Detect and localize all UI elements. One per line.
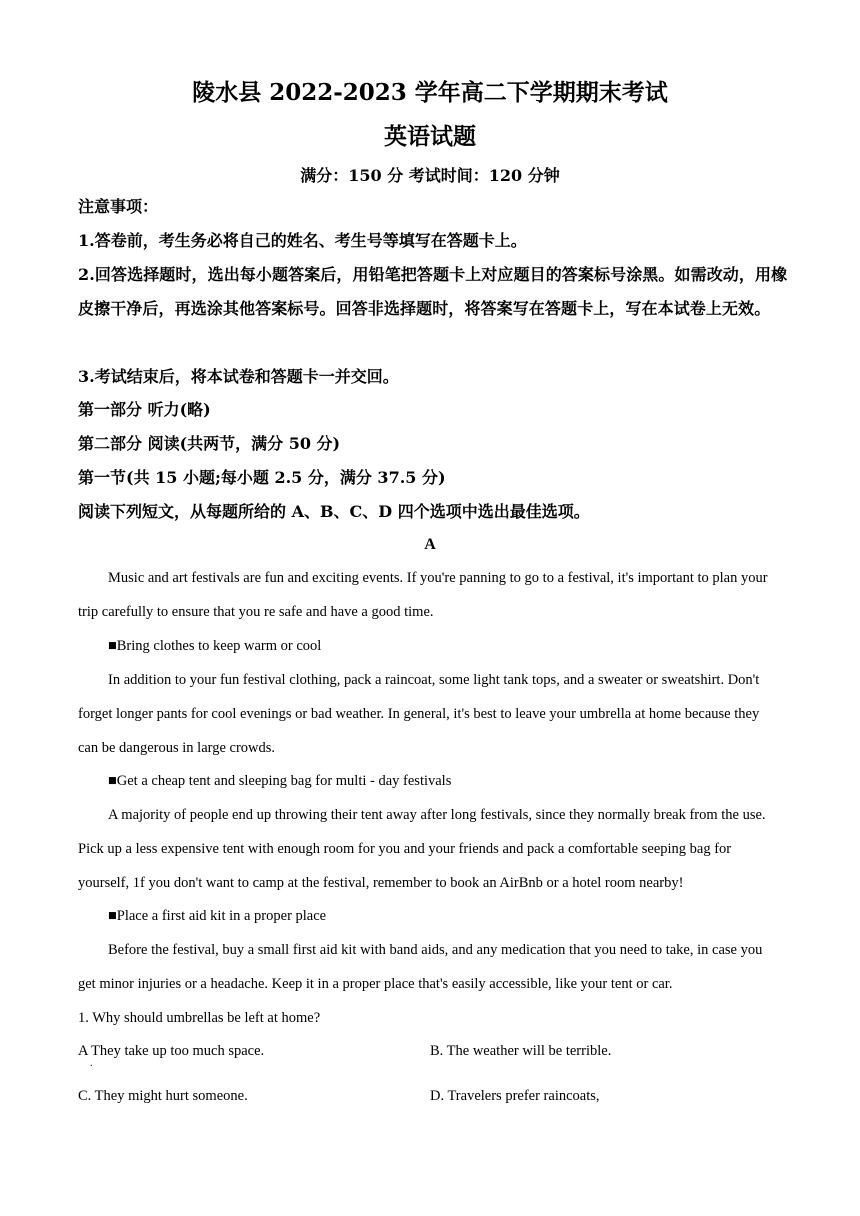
passage-paragraph-1: Music and art festivals are fun and exciting events. If you're panning to go to a festival, it's important to plan your trip carefully to ensure that you re safe and have a good time. xyxy=(78,570,768,620)
option-a: A They take up too much space. xyxy=(78,1043,265,1059)
exam-subtitle: 英语试题 xyxy=(384,123,476,150)
passage-heading-2: ■Get a cheap tent and sleeping bag for multi - day festivals xyxy=(108,773,452,789)
notes-heading: 注意事项： xyxy=(78,197,159,216)
note-2: 2.回答选择题时，选出每小题答案后，用铅笔把答题卡上对应题目的答案标号涂黑。如需改动，用橡皮擦干净后，再选涂其他答案标号。回答非选择题时，将答案写在答题卡上，写在本试卷上无效。 xyxy=(78,265,788,318)
part-1-heading: 第一部分 听力(略) xyxy=(78,400,211,419)
part-2-heading: 第二部分 阅读(共两节，满分 50 分) xyxy=(78,434,341,453)
passage-heading-1: ■Bring clothes to keep warm or cool xyxy=(108,638,322,654)
instruction: 阅读下列短文，从每题所给的 A、B、C、D 四个选项中选出最佳选项。 xyxy=(78,502,590,521)
note-3: 3.考试结束后，将本试卷和答题卡一并交回。 xyxy=(78,367,399,386)
question-1-stem: 1. Why should umbrellas be left at home? xyxy=(78,1010,321,1026)
exam-meta: 满分：150 分 考试时间：120 分钟 xyxy=(300,166,560,185)
passage-paragraph-3: A majority of people end up throwing their tent away after long festivals, since they normally break from the use. Pick up a less expensive tent with enough room for you and your friends and pack a comfortable seeping bag for yourself, 1f you don't want to camp at the festival, remember to book an AirBnb or a hotel room nearby! xyxy=(78,807,766,891)
stray-dot: . xyxy=(90,1058,93,1069)
passage-paragraph-2: In addition to your fun festival clothing, pack a raincoat, some light tank tops, and a sweater or sweatshirt. Don't forget longer pants for cool evenings or bad weather. In general, it's best to leave your umbrella at home because they can be dangerous in large crowds. xyxy=(78,672,760,756)
section-1-heading: 第一节(共 15 小题;每小题 2.5 分，满分 37.5 分) xyxy=(78,468,446,487)
passage-paragraph-4: Before the festival, buy a small first aid kit with band aids, and any medication that you need to take, in case you get minor injuries or a headache. Keep it in a proper place that's easily accessible, like your tent or car. xyxy=(78,942,763,992)
exam-title: 陵水县 2022-2023 学年高二下学期期末考试 xyxy=(192,79,668,106)
note-1: 1.答卷前，考生务必将自己的姓名、考生号等填写在答题卡上。 xyxy=(78,231,527,250)
option-c: C. They might hurt someone. xyxy=(78,1088,248,1104)
passage-heading-3: ■Place a first aid kit in a proper place xyxy=(108,908,327,924)
option-d: D. Travelers prefer raincoats, xyxy=(430,1088,600,1104)
passage-label: A xyxy=(424,536,436,553)
option-b: B. The weather will be terrible. xyxy=(430,1043,612,1059)
